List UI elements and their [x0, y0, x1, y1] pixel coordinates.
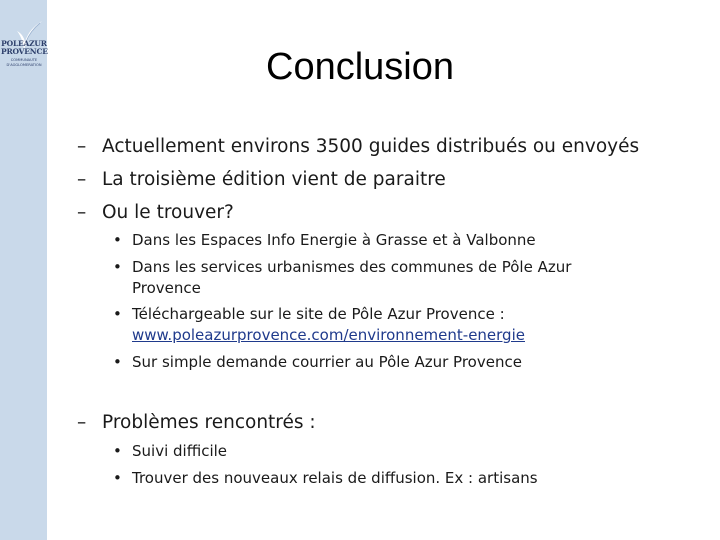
bullet-guides-distributed	[77, 134, 640, 160]
bullet-text: La troisième édition vient de paraitre	[102, 169, 446, 190]
subbullet-text: Dans les Espaces Info Energie à Grasse et à Valbonne	[132, 231, 536, 249]
subbullet-suivi-difficile	[113, 440, 228, 462]
subbullet-services-urbanisme-cont	[132, 277, 201, 299]
subbullet-text: Suivi difficile	[132, 442, 228, 460]
bullet-text: Problèmes rencontrés :	[102, 412, 316, 433]
logo-subtitle-line2: D'AGGLOMERATION	[6, 63, 42, 67]
bullet-text: Ou le trouver?	[102, 202, 234, 223]
slide-title: Conclusion	[266, 46, 454, 88]
subbullet-text: Trouver des nouveaux relais de diffusion. Ex : artisans	[132, 469, 538, 487]
bullet-marker: •	[113, 231, 122, 249]
subbullet-services-urbanisme	[113, 256, 572, 278]
bullet-marker: •	[113, 305, 122, 323]
subbullet-text: Téléchargeable sur le site de Pôle Azur Provence :	[132, 305, 505, 323]
bullet-text: Actuellement environs 3500 guides distribués ou envoyés	[102, 136, 640, 157]
bullet-third-edition	[77, 167, 446, 193]
website-link-row	[132, 324, 525, 346]
dash-marker: –	[77, 412, 87, 433]
subbullet-demande-courrier	[113, 351, 522, 373]
subbullet-text-continued: Provence	[132, 279, 201, 297]
bullet-marker: •	[113, 469, 122, 487]
website-link[interactable]: www.poleazurprovence.com/environnement-energie	[132, 326, 525, 344]
bullet-marker: •	[113, 442, 122, 460]
dash-marker: –	[77, 202, 87, 223]
bullet-marker: •	[113, 258, 122, 276]
subbullet-nouveaux-relais	[113, 467, 538, 489]
subbullet-telechargeable	[113, 303, 505, 325]
logo-name-line2: PROVENCE	[1, 47, 48, 56]
dash-marker: –	[77, 136, 87, 157]
logo-subtitle-line1: COMMUNAUTE	[10, 58, 38, 62]
logo-name-line1: POLEAZUR	[1, 39, 47, 48]
subbullet-espaces-info-energie	[113, 229, 536, 251]
bullet-marker: •	[113, 353, 122, 371]
dash-marker: –	[77, 169, 87, 190]
bullet-where-to-find	[77, 200, 234, 226]
bullet-problems	[77, 410, 316, 436]
subbullet-text: Sur simple demande courrier au Pôle Azur Provence	[132, 353, 522, 371]
subbullet-text: Dans les services urbanismes des communes de Pôle Azur	[132, 258, 572, 276]
